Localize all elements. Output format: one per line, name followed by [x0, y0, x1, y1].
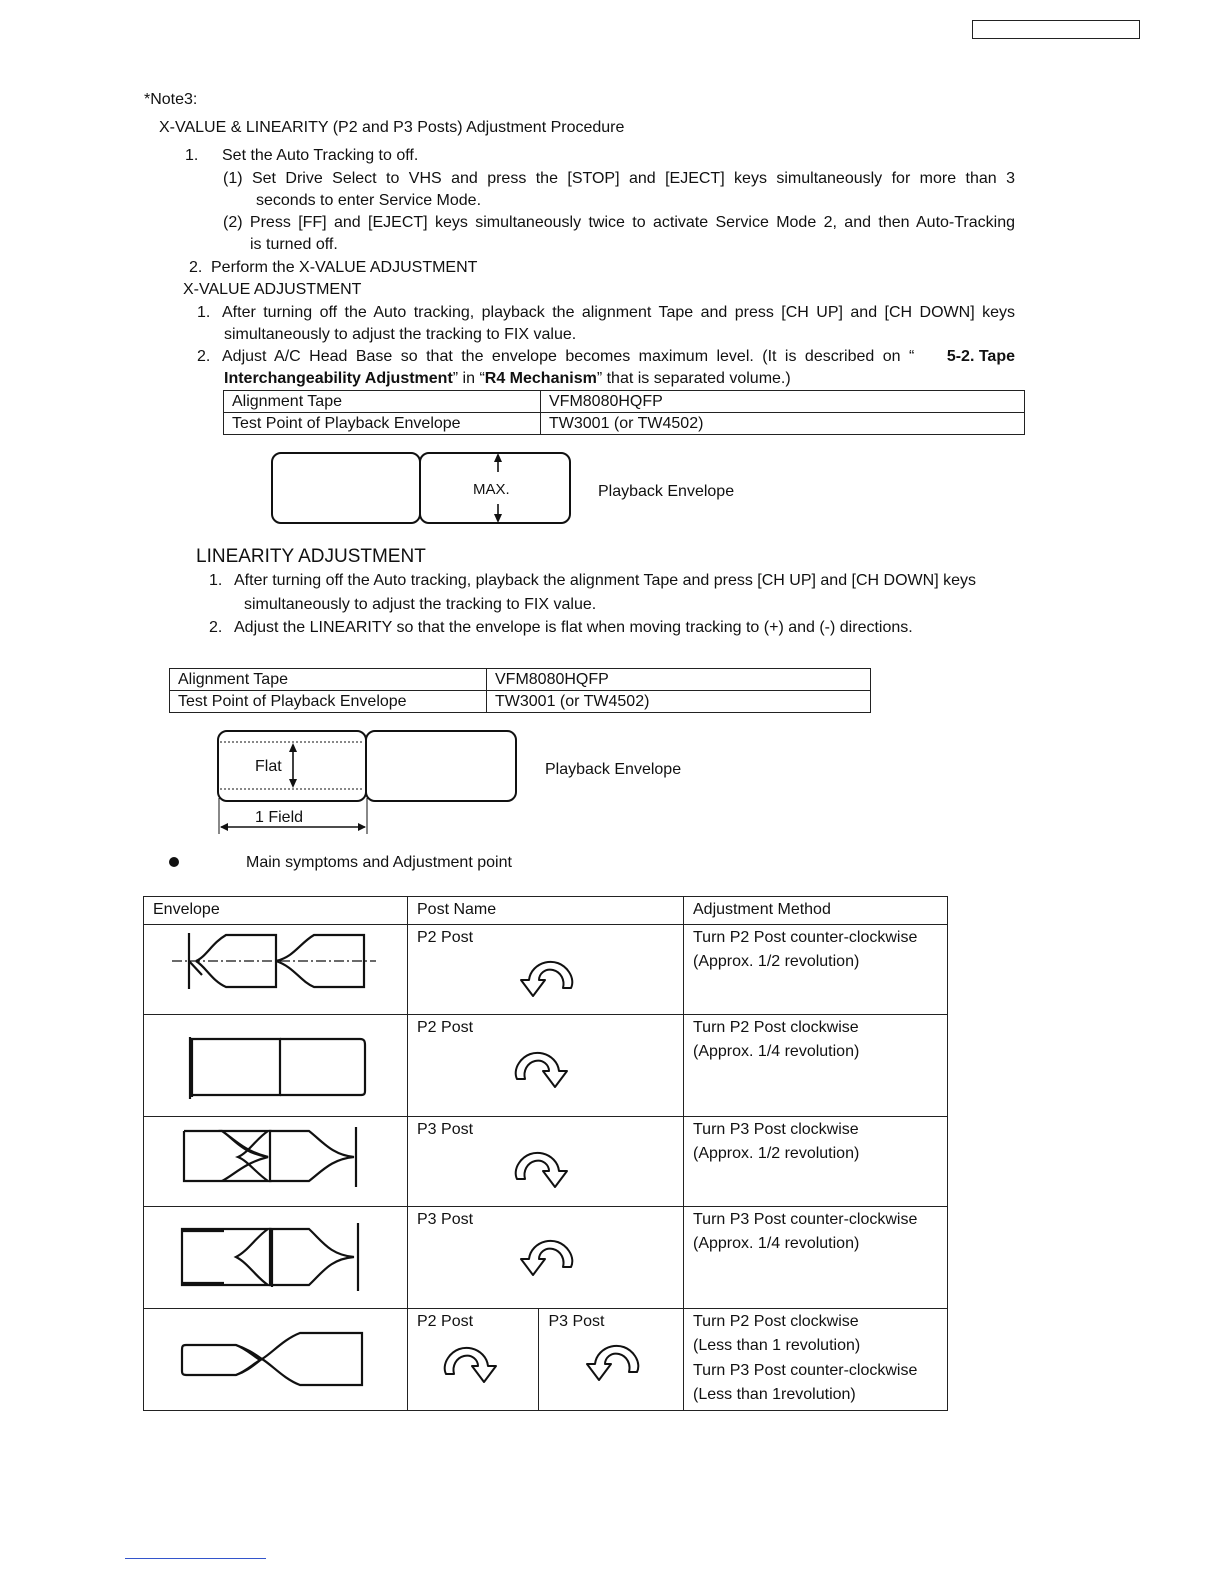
note-title: *Note3:: [144, 91, 198, 108]
rotate-clockwise-icon: [511, 1039, 577, 1091]
post-cell: P2 Post: [408, 924, 684, 1014]
table-row: [144, 1206, 948, 1308]
step1-number: 1.: [185, 147, 199, 164]
xvalue-table: [223, 390, 1025, 435]
xvalue-item2-ref-title: Interchangeability Adjustment: [224, 370, 453, 387]
envelope-field-2: [366, 731, 516, 801]
arrow-head-icon: [494, 453, 502, 462]
arrow-head-icon: [289, 779, 297, 788]
xvalue-item2-ref-volume: R4 Mechanism: [484, 370, 597, 387]
envelope-diagram-p2-narrow-left: [144, 925, 407, 1014]
header-envelope: Envelope: [144, 897, 408, 925]
method-cell: Turn P3 Post counter-clockwise (Approx. 1/4 revolution): [684, 1206, 948, 1308]
xvalue-item2-text: Adjust A/C Head Base so that the envelope becomes maximum level. (It is described on “: [222, 348, 915, 365]
table-row: [170, 669, 871, 691]
xvalue-item2-line2: [224, 369, 791, 389]
linearity-item2-number: 2.: [209, 619, 223, 636]
arrow-head-icon: [289, 743, 297, 752]
envelope-cell: [144, 1116, 408, 1206]
table-cell: VFM8080HQFP: [487, 669, 871, 691]
envelope-cell: [144, 1014, 408, 1116]
rotate-clockwise-icon: [511, 1139, 577, 1191]
xvalue-item2-in: ” in “: [452, 370, 485, 387]
method-cell: Turn P2 Post clockwise (Approx. 1/4 revolution): [684, 1014, 948, 1116]
method-cell: Turn P2 Post clockwise (Less than 1 revolution) Turn P3 Post counter-clockwise (Less than 1revolution): [684, 1308, 948, 1410]
table-row: [144, 924, 948, 1014]
xvalue-diagram-caption: Playback Envelope: [598, 483, 735, 500]
post-cell: P2 Post: [408, 1014, 684, 1116]
flat-label: Flat: [255, 758, 282, 775]
header-post-name: Post Name: [408, 897, 684, 925]
table-header-row: [144, 897, 948, 925]
post-cell-p3: P3 Post: [539, 1308, 684, 1410]
table-row: [144, 1116, 948, 1206]
table-cell: VFM8080HQFP: [541, 391, 1025, 413]
xvalue-item1-number: 1.: [197, 304, 211, 321]
envelope-diagram-p3-narrow-right-2: [144, 1207, 407, 1308]
method-cell: Turn P2 Post counter-clockwise (Approx. 1/2 revolution): [684, 924, 948, 1014]
linearity-table: [169, 668, 871, 713]
xvalue-item2-end: ” that is separated volume.): [596, 370, 791, 387]
table-cell: TW3001 (or TW4502): [541, 413, 1025, 435]
envelope-field-1: [272, 453, 420, 523]
table-row: [224, 413, 1025, 435]
xvalue-item2-ref-section: 5-2. Tape: [946, 348, 1015, 365]
envelope-diagram-both-posts: [144, 1309, 407, 1410]
page-number-box: [972, 20, 1140, 39]
step2-number: 2.: [189, 259, 203, 276]
header-adjustment-method: Adjustment Method: [684, 897, 948, 925]
step2-text: Perform the X-VALUE ADJUSTMENT: [211, 259, 478, 276]
step1-sub1-line1: (1) Set Drive Select to VHS and press the [STOP] and [EJECT] keys simultaneously for more than 3: [223, 170, 1015, 187]
table-row: [170, 691, 871, 713]
arrow-head-icon: [220, 823, 228, 831]
rotate-counterclockwise-icon: [579, 1334, 643, 1384]
rotate-counterclockwise-icon: [513, 950, 577, 1000]
table-row: [144, 1014, 948, 1116]
step1-text: Set the Auto Tracking to off.: [222, 147, 419, 164]
rotate-clockwise-icon: [440, 1334, 506, 1386]
envelope-diagram-p2-wide: [144, 1015, 407, 1116]
xvalue-item1-line1: After turning off the Auto tracking, playback the alignment Tape and press [CH UP] and [CH DOWN] keys: [222, 304, 1015, 321]
xvalue-heading: X-VALUE ADJUSTMENT: [183, 281, 362, 298]
field-label: 1 Field: [255, 809, 304, 826]
linearity-item1-number: 1.: [209, 572, 223, 589]
arrow-head-icon: [494, 514, 502, 523]
linearity-item1-line1: After turning off the Auto tracking, playback the alignment Tape and press [CH UP] and [CH DOWN] keys: [234, 572, 976, 589]
symptoms-title: Main symptoms and Adjustment point: [246, 854, 512, 871]
table-cell: Test Point of Playback Envelope: [170, 691, 487, 713]
envelope-cell: [144, 1308, 408, 1410]
table-cell: Alignment Tape: [224, 391, 541, 413]
procedure-title: X-VALUE & LINEARITY (P2 and P3 Posts) Adjustment Procedure: [159, 119, 625, 136]
envelope-diagram-p3-narrow-right: [144, 1117, 407, 1206]
arrow-head-icon: [358, 823, 366, 831]
linearity-heading: LINEARITY ADJUSTMENT: [196, 546, 426, 567]
xvalue-item2-line1: [222, 347, 1015, 367]
xvalue-item2-number: 2.: [197, 348, 211, 365]
linearity-item2-line1: Adjust the LINEARITY so that the envelope is flat when moving tracking to (+) and (-) directions.: [234, 619, 913, 636]
linearity-item1-line2: simultaneously to adjust the tracking to FIX value.: [244, 596, 597, 613]
table-cell: Test Point of Playback Envelope: [224, 413, 541, 435]
method-cell: Turn P3 Post clockwise (Approx. 1/2 revolution): [684, 1116, 948, 1206]
xvalue-item1-line2: simultaneously to adjust the tracking to FIX value.: [224, 326, 577, 343]
step1-sub2-line1: (2) Press [FF] and [EJECT] keys simultaneously twice to activate Service Mode 2, and then Auto-Tracking: [223, 214, 1015, 231]
max-label: MAX.: [473, 481, 510, 498]
step1-sub1-line2: seconds to enter Service Mode.: [256, 192, 482, 209]
table-row: [224, 391, 1025, 413]
table-cell: TW3001 (or TW4502): [487, 691, 871, 713]
envelope-cell: [144, 1206, 408, 1308]
bullet-icon: [169, 857, 179, 867]
footer-link-line: [125, 1558, 266, 1559]
linearity-diagram-caption: Playback Envelope: [545, 761, 682, 778]
table-cell: Alignment Tape: [170, 669, 487, 691]
step1-sub2-line2: is turned off.: [250, 236, 338, 253]
envelope-cell: [144, 924, 408, 1014]
symptoms-table: [143, 896, 948, 1411]
post-cell: P3 Post: [408, 1206, 684, 1308]
table-row: [144, 1308, 948, 1410]
post-cell: P3 Post: [408, 1116, 684, 1206]
rotate-counterclockwise-icon: [513, 1229, 577, 1279]
post-cell-p2: P2 Post: [408, 1308, 539, 1410]
xvalue-envelope-diagram: [268, 448, 578, 528]
